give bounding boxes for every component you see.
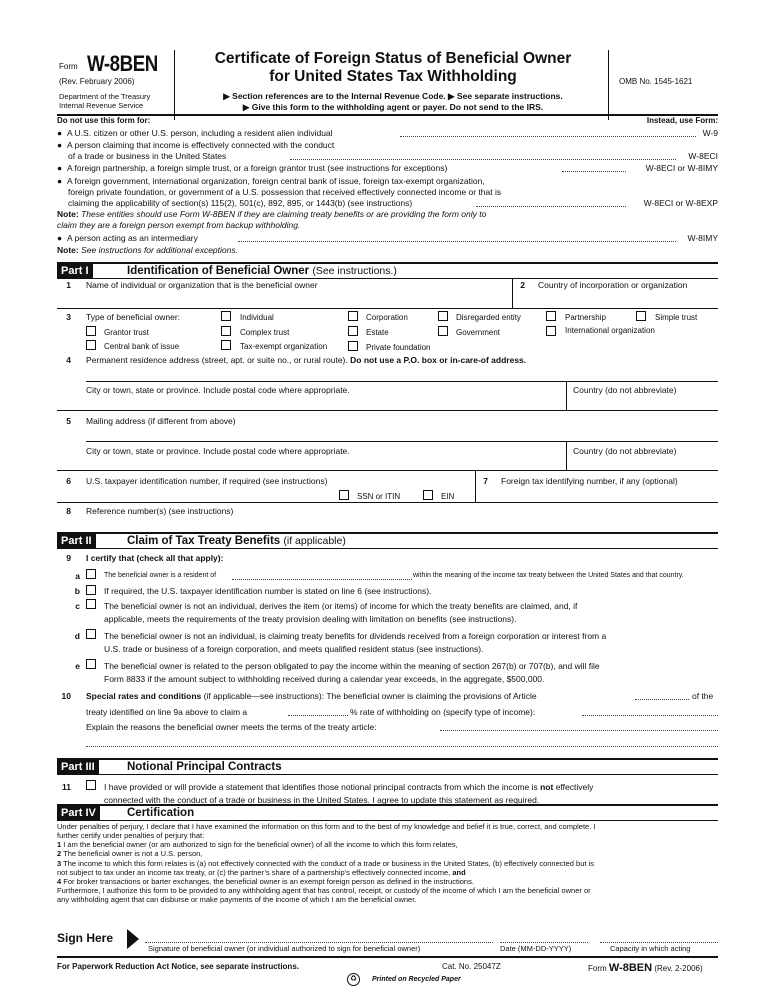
cert-line-8: Furthermore, I authorize this form to be provided to any withholding agent that has control, receipt, or custody of the income of which I am the beneficial owner or — [57, 885, 591, 895]
line-1-label: Name of individual or organization that is the beneficial owner — [86, 280, 318, 290]
instead-use-heading: Instead, use Form: — [646, 116, 718, 125]
line-8-label: Reference number(s) (see instructions) — [86, 506, 234, 516]
usage-text-3: A foreign partnership, a foreign simple trust, or a foreign grantor trust (see instructions for exceptions) — [67, 163, 448, 173]
note-text-1a: These entities should use Form W-8BEN if they are claiming treaty benefits or are providing the form only to — [81, 209, 487, 219]
line-4-city-label: City or town, state or province. Include postal code where appropriate. — [86, 385, 350, 395]
ein-checkbox[interactable] — [423, 490, 433, 500]
dot-leader — [238, 241, 676, 242]
note-text-1b: claim they are a foreign person exempt from backup withholding. — [57, 220, 301, 230]
footer-form-word: Form — [588, 964, 607, 973]
department-irs: Internal Revenue Service — [59, 101, 144, 111]
cert-item-4-number: 4 — [57, 876, 62, 886]
partnership-label: Partnership — [565, 313, 606, 322]
line-4-number: 4 — [66, 355, 71, 365]
capacity-caption: Capacity in which acting — [610, 944, 691, 953]
usage-form-2: W-8ECI — [688, 151, 718, 161]
bullet-icon: ● — [57, 140, 63, 150]
ssn-itin-checkbox[interactable] — [339, 490, 349, 500]
line-9a-checkbox[interactable] — [86, 569, 96, 579]
part2-title-note: (if applicable) — [283, 535, 346, 547]
cert-item-4 — [57, 877, 718, 886]
complex-trust-checkbox[interactable] — [221, 326, 231, 336]
city-country-divider — [566, 381, 567, 410]
row-divider — [86, 381, 718, 382]
grantor-trust-label: Grantor trust — [104, 328, 149, 337]
income-type-field[interactable] — [582, 715, 718, 716]
corporation-checkbox[interactable] — [348, 311, 358, 321]
part2-title-divider — [57, 548, 718, 549]
signature-caption: Signature of beneficial owner (or individual authorized to sign for beneficial owner) — [148, 944, 421, 953]
sign-arrow-icon — [127, 929, 139, 949]
line-2-number: 2 — [520, 280, 525, 290]
line-3-label: Type of beneficial owner: — [86, 312, 181, 322]
treaty-reasons-field-2[interactable] — [86, 746, 718, 747]
line-9-number: 9 — [66, 553, 71, 563]
line-11-not: not — [540, 782, 554, 792]
line-9e-text-2: Form 8833 if the amount subject to withholding received during a calendar year exceeds, in the aggregate, $500,000. — [104, 674, 545, 684]
line-5-city-label: City or town, state or province. Include postal code where appropriate. — [86, 446, 350, 456]
part1-label: Part I — [57, 264, 93, 278]
cert-item-3-text-2: not subject to tax under an income tax treaty, or (c) the partner’s share of a partnership’s effectively connected income, — [57, 867, 451, 877]
line-6-number: 6 — [66, 476, 71, 486]
line-5-label: Mailing address (if different from above) — [86, 416, 236, 426]
line-9e-text-1: The beneficial owner is related to the person obligated to pay the income within the meaning of section 267(b) or 707(b), and will file — [104, 661, 600, 671]
do-not-use-heading: Do not use this form for: — [57, 116, 151, 125]
simple-trust-checkbox[interactable] — [636, 311, 646, 321]
line-7-label: Foreign tax identifying number, if any (optional) — [501, 476, 678, 486]
ein-label: EIN — [441, 492, 455, 501]
line-3-number: 3 — [66, 312, 71, 322]
form-subtitle-line1: ▶ Section references are to the Internal Revenue Code. ▶ See separate instructions. — [223, 90, 563, 101]
part3-title-divider — [57, 774, 718, 775]
usage-note-1 — [57, 209, 486, 219]
bullet-icon: ● — [57, 163, 63, 173]
part1-title — [127, 264, 397, 278]
disregarded-entity-checkbox[interactable] — [438, 311, 448, 321]
line-2-label: Country of incorporation or organization — [538, 280, 688, 290]
international-organization-label: International organization — [565, 326, 655, 335]
form-title-line1: Certificate of Foreign Status of Beneficial Owner — [214, 50, 572, 67]
recycled-paper-note: Printed on Recycled Paper — [372, 976, 461, 983]
article-field[interactable] — [635, 699, 689, 700]
simple-trust-label: Simple trust — [655, 313, 698, 322]
usage-form-1: W-9 — [702, 128, 718, 138]
part2-label: Part II — [57, 534, 96, 548]
rate-field[interactable] — [288, 715, 348, 716]
line-10-number: 10 — [61, 691, 71, 701]
usage-text-4a: A foreign government, international organization, foreign central bank of issue, foreign tax-exempt organization, — [67, 176, 485, 186]
line-9b-checkbox[interactable] — [86, 585, 96, 595]
line-9c-text-2: applicable, meets the requirements of the treaty provision dealing with limitation on benefits (see instructions). — [104, 614, 517, 624]
line-6-label: U.S. taxpayer identification number, if required (see instructions) — [86, 476, 328, 486]
usage-note-2 — [57, 245, 238, 255]
part4-label: Part IV — [57, 806, 100, 820]
part1-title-text: Identification of Beneficial Owner — [127, 265, 310, 277]
individual-checkbox[interactable] — [221, 311, 231, 321]
dot-leader — [562, 171, 626, 172]
disregarded-entity-label: Disregarded entity — [456, 313, 521, 322]
estate-checkbox[interactable] — [348, 326, 358, 336]
usage-bullet-3 — [57, 163, 447, 173]
bullet-icon: ● — [57, 128, 63, 138]
line-11-number: 11 — [62, 782, 71, 792]
usage-bullet-5 — [57, 233, 198, 243]
usage-text-5: A person acting as an intermediary — [67, 233, 198, 243]
usage-bullet-4 — [57, 176, 485, 186]
line-10-text-b2: % rate of withholding on (specify type of income): — [350, 707, 536, 717]
usage-bullet-1 — [57, 128, 333, 138]
form-title-block — [178, 50, 608, 112]
part2-title-text: Claim of Tax Treaty Benefits — [127, 535, 281, 547]
line-9e-letter: e — [75, 661, 80, 671]
line-11-text-2: connected with the conduct of a trade or business in the United States. I agree to update this statement as required. — [104, 795, 540, 805]
usage-text-4c: claiming the applicability of section(s) 115(2), 501(c), 892, 895, or 1443(b) (see instructions) — [68, 198, 413, 208]
cert-item-2-number: 2 — [57, 849, 62, 859]
form-title-line2: for United States Tax Withholding — [269, 67, 517, 85]
line-4-country-label: Country (do not abbreviate) — [573, 385, 677, 395]
part1-title-note: (See instructions.) — [312, 265, 397, 277]
form-subtitle-line2: ▶ Give this form to the withholding agent or payer. Do not send to the IRS. — [242, 101, 544, 112]
part4-title: Certification — [127, 807, 195, 819]
part1-title-divider — [57, 278, 718, 279]
usage-form-5: W-8IMY — [687, 233, 718, 243]
omb-block — [608, 50, 718, 120]
city-country-divider — [566, 441, 567, 470]
line-11-text-a: I have provided or will provide a statement that identifies those notional principal contracts from which the income is — [104, 782, 538, 792]
usage-note-1b — [57, 220, 300, 230]
cert-item-3-number: 3 — [57, 858, 62, 868]
line-11-text-1 — [104, 782, 593, 792]
line-9b-text: If required, the U.S. taxpayer identification number is stated on line 6 (see instructions). — [104, 586, 432, 596]
line-9b-letter: b — [74, 586, 80, 596]
line-11-checkbox[interactable] — [86, 780, 96, 790]
bullet-icon: ● — [57, 233, 63, 243]
department — [59, 92, 150, 111]
note-text-2: See instructions for additional exceptions. — [81, 245, 238, 255]
dot-leader — [290, 159, 676, 160]
line-10-bold: Special rates and conditions — [86, 691, 202, 701]
treaty-reasons-field[interactable] — [440, 730, 718, 731]
usage-text-2b: of a trade or business in the United States — [68, 151, 227, 161]
date-caption: Date (MM-DD-YYYY) — [500, 944, 572, 953]
tax-exempt-label: Tax-exempt organization — [240, 342, 328, 351]
line-9c-letter: c — [75, 601, 80, 611]
central-bank-checkbox[interactable] — [86, 340, 96, 350]
cert-line-2: further certify under penalties of perjury that: — [57, 831, 205, 841]
bullet-icon: ● — [57, 176, 63, 186]
line-10-text-1 — [86, 691, 537, 701]
row-divider — [57, 308, 718, 309]
cert-item-2-text: The beneficial owner is not a U.S. person, — [63, 849, 203, 859]
part4-title-divider — [57, 820, 718, 821]
line-9d-checkbox[interactable] — [86, 629, 96, 639]
sign-here-label: Sign Here — [57, 931, 114, 945]
usage-bullet-2 — [57, 140, 334, 150]
line-9c-checkbox[interactable] — [86, 599, 96, 609]
corporation-label: Corporation — [366, 313, 408, 322]
recycle-icon: ♻ — [347, 973, 360, 986]
footer-form-number: W-8BEN — [608, 962, 653, 974]
usage-text-1: A U.S. citizen or other U.S. person, including a resident alien individual — [67, 128, 333, 138]
cert-item-1-number: 1 — [57, 840, 62, 850]
cert-item-1-text: I am the beneficial owner (or am authorized to sign for the beneficial owner) of all the income to which this form relates, — [63, 840, 458, 850]
cert-line-9: any withholding agent that can disburse or make payments of the income of which I am the beneficial owner. — [57, 895, 417, 905]
line-9-label: I certify that (check all that apply): — [86, 553, 224, 563]
footer-form-id — [588, 962, 703, 975]
capacity-field[interactable] — [600, 942, 718, 943]
cert-item-2 — [57, 849, 718, 858]
cert-and: and — [452, 867, 466, 877]
ssn-itin-label: SSN or ITIN — [357, 492, 401, 501]
line-8-number: 8 — [66, 506, 71, 516]
omb-number: OMB No. 1545-1621 — [619, 77, 693, 86]
usage-text-4b: foreign private foundation, or government of a U.S. possession that received effectively connected income or that is — [68, 187, 502, 197]
central-bank-label: Central bank of issue — [104, 342, 180, 351]
cert-line-1: Under penalties of perjury, I declare that I have examined the information on this form and to the best of my knowledge and belief it is true, correct, and complete. I — [57, 822, 596, 831]
note-label: Note: — [57, 245, 79, 255]
signature-field[interactable] — [145, 942, 493, 943]
line-10-text-b1: treaty identified on line 9a above to claim a — [86, 707, 248, 717]
tax-exempt-checkbox[interactable] — [221, 340, 231, 350]
line-10-text-c: Explain the reasons the beneficial owner meets the terms of the treaty article: — [86, 722, 377, 732]
line-9c-text-1: The beneficial owner is not an individual, derives the item (or items) of income for which the treaty benefits are claimed, and, if — [104, 601, 578, 611]
residence-country-field[interactable] — [232, 579, 412, 580]
international-organization-checkbox[interactable] — [546, 326, 556, 336]
part2-title — [127, 534, 346, 548]
dot-leader — [476, 206, 626, 207]
part3-label: Part III — [57, 760, 99, 774]
sign-bottom-border — [57, 956, 718, 958]
line-9a-text: The beneficial owner is a resident of — [104, 572, 217, 579]
header-divider — [57, 114, 718, 116]
line-9d-letter: d — [74, 631, 80, 641]
complex-trust-label: Complex trust — [240, 328, 290, 337]
dot-leader — [400, 136, 696, 137]
cert-item-4-text: For broker transactions or barter exchanges, the beneficial owner is an exempt foreign person as defined in the instructions. — [63, 876, 474, 886]
line-4-bold-text: Do not use a P.O. box or in-care-of address. — [350, 355, 527, 365]
line-9a-letter: a — [75, 571, 80, 581]
government-label: Government — [456, 328, 501, 337]
line-9e-checkbox[interactable] — [86, 659, 96, 669]
line-1-number: 1 — [66, 280, 71, 290]
private-foundation-label: Private foundation — [366, 343, 431, 352]
note-label: Note: — [57, 209, 79, 219]
row-divider — [57, 470, 718, 471]
estate-label: Estate — [366, 328, 389, 337]
form-word: Form — [59, 62, 78, 71]
usage-text-2a: A person claiming that income is effectively connected with the conduct — [67, 140, 335, 150]
catalog-number: Cat. No. 25047Z — [442, 962, 501, 971]
row-divider — [57, 502, 718, 503]
individual-label: Individual — [240, 313, 274, 322]
footer-revision: (Rev. 2-2006) — [654, 964, 703, 973]
line-5-country-label: Country (do not abbreviate) — [573, 446, 677, 456]
cert-item-3-text: The income to which this form relates is (a) not effectively connected with the conduct of a trade or business in the United States, (b) effectively connected but is — [63, 858, 594, 868]
form-id-block — [57, 50, 175, 120]
cert-item-3 — [57, 859, 718, 868]
line-4-label — [86, 355, 526, 365]
department-treasury: Department of the Treasury — [59, 92, 151, 101]
date-field[interactable] — [500, 942, 588, 943]
line-9a-text-2: within the meaning of the income tax treaty between the United States and that country. — [413, 572, 684, 579]
line-9d-text-1: The beneficial owner is not an individual, is claiming treaty benefits for dividends received from a foreign corporation or interest from a — [104, 631, 607, 641]
usage-form-4: W-8ECI or W-8EXP — [643, 198, 718, 208]
line-7-number: 7 — [483, 476, 488, 486]
line-4-text: Permanent residence address (street, apt. or suite no., or rural route). — [86, 355, 348, 365]
line-10-of-the: of the — [692, 691, 714, 701]
line-11-text-b: effectively — [555, 782, 594, 792]
paperwork-notice: For Paperwork Reduction Act Notice, see separate instructions. — [57, 962, 299, 971]
form-number: W-8BEN — [87, 51, 158, 76]
grantor-trust-checkbox[interactable] — [86, 326, 96, 336]
usage-form-3: W-8ECI or W-8IMY — [645, 163, 718, 173]
line-5-number: 5 — [66, 416, 71, 426]
revision-date: (Rev. February 2006) — [59, 77, 135, 86]
line-10-text-a: (if applicable—see instructions): The beneficial owner is claiming the provisions of Article — [203, 691, 537, 701]
government-checkbox[interactable] — [438, 326, 448, 336]
certification-text — [57, 822, 718, 904]
cert-item-3-cont — [57, 868, 718, 877]
row-divider — [57, 410, 718, 411]
line-9d-text-2: U.S. trade or business of a foreign corporation, and meets qualified resident status (see instructions). — [104, 644, 484, 654]
part3-title: Notional Principal Contracts — [127, 761, 282, 773]
row-divider — [86, 441, 718, 442]
cert-item-1 — [57, 840, 718, 849]
private-foundation-checkbox[interactable] — [348, 341, 358, 351]
partnership-checkbox[interactable] — [546, 311, 556, 321]
